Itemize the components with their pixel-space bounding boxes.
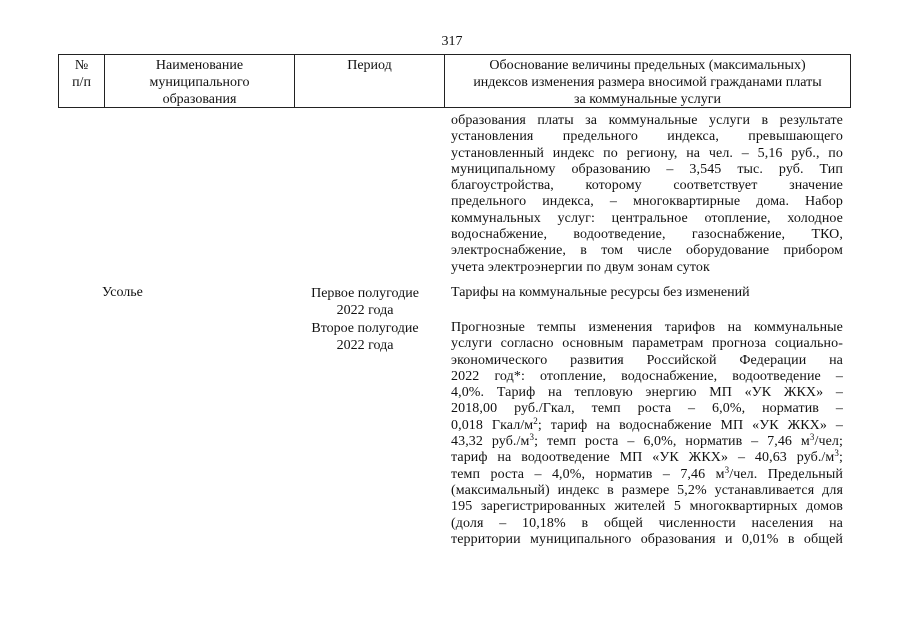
superscript: 3	[529, 432, 535, 443]
text-line	[451, 450, 843, 466]
text-segment: территории муниципального образования и 0,01% в общей	[451, 531, 843, 547]
justification-first-half: Тарифы на коммунальные ресурсы без изменений	[451, 285, 750, 300]
text-segment: /чел;	[814, 434, 844, 450]
text-line: водоснабжение, водоотведение, газоснабжение, ТКО,	[451, 227, 843, 243]
header-text: за коммунальные услуги	[573, 92, 722, 107]
text-segment: 0,018 Гкал/м	[451, 417, 534, 433]
text-line	[451, 320, 843, 336]
text-line	[451, 483, 843, 499]
header-text: №	[74, 58, 89, 73]
text-segment: услуги согласно основным параметрам прогноза социально-	[451, 336, 843, 352]
text-line	[451, 434, 843, 450]
text-segment: 2022 год*: отопление, водоснабжение, водоотведение –	[451, 368, 843, 384]
text-line: муниципальному образованию – 3,545 тыс. руб. Тип	[451, 161, 843, 177]
period-text: Первое полугодие	[311, 286, 419, 301]
header-text: Обоснование величины предельных (максимальных)	[489, 58, 806, 73]
text-line	[451, 353, 843, 369]
text-line	[451, 415, 843, 434]
superscript: 2	[533, 415, 538, 426]
text-segment: Прогнозные темпы изменения тарифов на коммунальные	[451, 320, 843, 335]
text-segment: 4,0%. Тариф на тепловую энергию МП «УК ЖКХ» –	[451, 385, 843, 401]
header-justification-column	[445, 55, 850, 107]
text-line: электроснабжение, в том числе оборудование прибором	[451, 243, 843, 259]
header-text: Период	[347, 58, 392, 73]
text-segment: 43,32 руб./м	[451, 434, 530, 450]
text-line	[451, 336, 843, 352]
header-text: муниципального	[149, 75, 250, 90]
text-segment: тариф на водоотведение МП «УК ЖКХ» – 40,63 руб./м	[451, 450, 835, 466]
text-line	[451, 499, 843, 515]
superscript: 3	[724, 464, 730, 475]
header-period-column	[295, 55, 445, 107]
header-text: образования	[162, 92, 237, 107]
text-line	[451, 385, 843, 401]
header-municipality-column	[105, 55, 295, 107]
text-segment: ; тариф на водоснабжение МП «УК ЖКХ» –	[537, 417, 843, 433]
text-segment: 2018,00 руб./Гкал, темп роста – 6,0%, норматив –	[451, 401, 843, 417]
text-line: образования платы за коммунальные услуги в результате	[451, 113, 843, 128]
superscript: 3	[809, 432, 815, 443]
period-first-half	[300, 285, 430, 319]
text-segment: /чел. Предельный	[729, 466, 843, 482]
text-segment: ; темп роста – 6,0%, норматив – 7,46 м	[534, 434, 810, 450]
text-segment: экономического развития Российской Федерации на	[451, 352, 843, 368]
table-header	[58, 54, 851, 108]
justification-second-half	[451, 320, 843, 548]
text-segment: (доля – 10,18% в общей численности населения на	[451, 515, 843, 531]
text-line	[451, 401, 843, 417]
period-second-half	[300, 320, 430, 354]
text-segment: (максимальный) индекс в размере 5,2% устанавливается для	[451, 482, 843, 498]
text-line: предельного индекса, – многоквартирные дома. Набор	[451, 194, 843, 210]
header-number-column	[59, 55, 105, 107]
page-number: 317	[441, 34, 463, 49]
text-line: установленный индекс по региону, на чел. – 5,16 руб., по	[451, 145, 843, 161]
text-line: установления предельного индекса, превышающего	[451, 129, 843, 145]
period-text: 2022 года	[336, 303, 394, 318]
text-segment: ;	[839, 450, 843, 466]
period-text: Второе полугодие	[311, 321, 419, 336]
text-segment: темп роста – 4,0%, норматив – 7,46 м	[451, 466, 725, 482]
continuation-justification	[451, 113, 843, 276]
text-line	[451, 464, 843, 483]
text-line	[451, 532, 843, 548]
text-line	[451, 516, 843, 532]
header-text: п/п	[72, 75, 91, 90]
superscript: 3	[834, 448, 839, 459]
text-line	[451, 369, 843, 385]
header-text: Наименование	[155, 58, 244, 73]
text-line: учета электроэнергии по двум зонам суток	[451, 259, 710, 275]
text-line: благоустройства, которому соответствует значение	[451, 178, 843, 194]
municipality-name: Усолье	[102, 285, 143, 300]
period-text: 2022 года	[336, 338, 394, 353]
text-segment: 195 зарегистрированных жителей 5 многоквартирных домов	[451, 499, 843, 515]
text-line: коммунальных услуг: центральное отопление, холодное	[451, 210, 843, 226]
header-text: индексов изменения размера вносимой гражданами платы	[473, 75, 822, 90]
